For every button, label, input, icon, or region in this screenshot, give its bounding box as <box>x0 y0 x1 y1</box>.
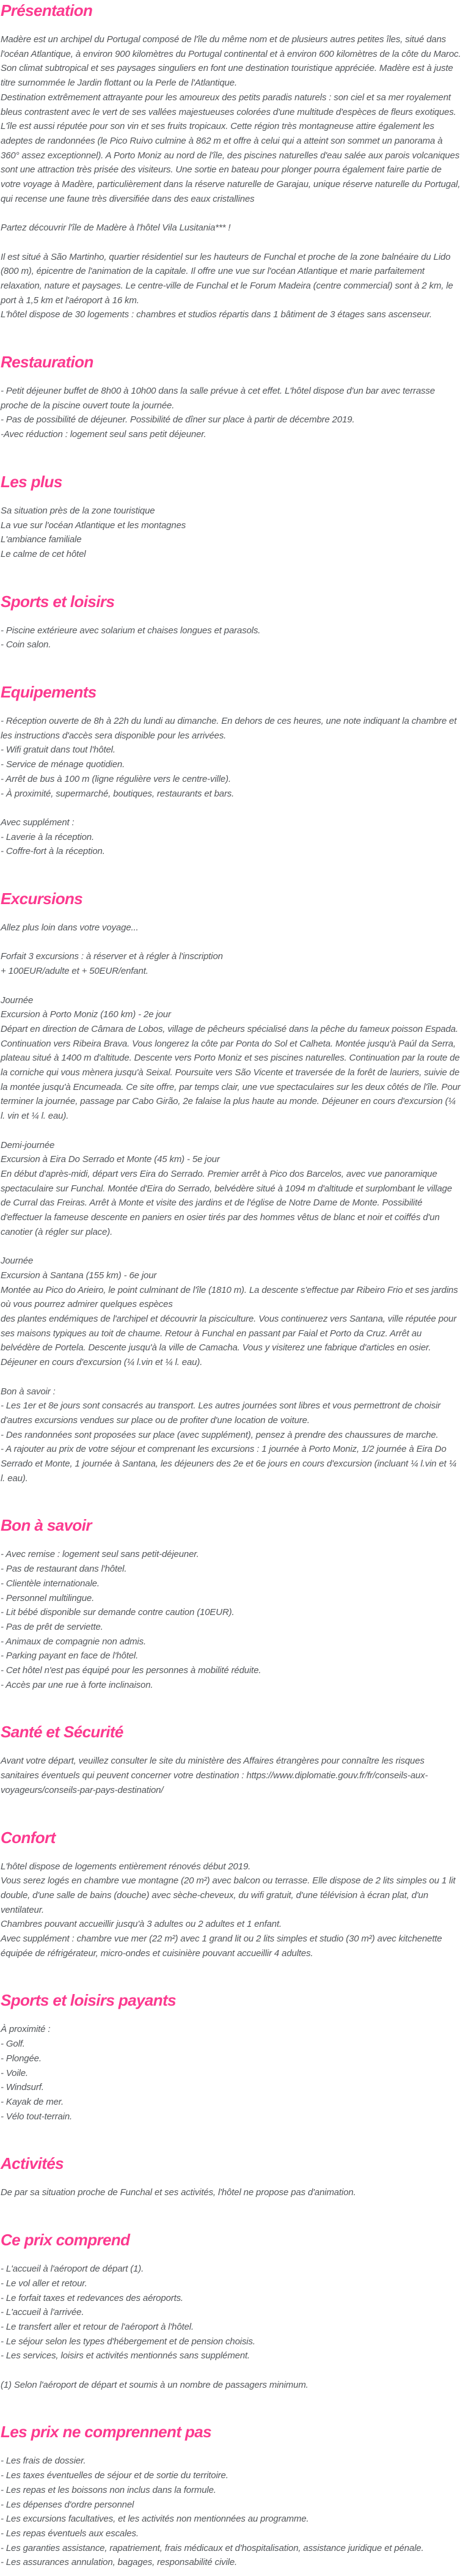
paragraph: Excursion à Santana (155 km) - 6e jour <box>1 1270 157 1281</box>
paragraph: Partez découvrir l'île de Madère à l'hôtel Vila Lusitania*** ! <box>1 223 231 234</box>
paragraph: Forfait 3 excursions : à réserver et à régler à l'inscription <box>1 951 223 962</box>
paragraph: - À proximité, supermarché, boutiques, restaurants et bars. <box>1 788 235 799</box>
paragraph: - Avec remise : logement seul sans petit-déjeuner. <box>1 1549 199 1560</box>
paragraph: - Le forfait taxes et redevances des aéroports. <box>1 2292 183 2303</box>
paragraph: Demi-journée <box>1 1139 55 1150</box>
paragraph: Destination extrêmement attrayante pour les amoureux des petits paradis naturels : son ciel et sa mer royalement bleus contrastent avec le vert de ses vallées majestueuses colorées d'une multitude d'espèces de fleurs exotiques. L'île est aussi réputée pour son vin et ses fruits tropicaux. Cette région très montagneuse attire également les adeptes de randonnées (le Pico Ruivo culmine à 862 m et offre à celui qui a atteint son sommet un panorama à 360° assez exceptionnel). A Porto Moniz au nord de l'île, des piscines naturelles d'eau salée aux parois volcaniques sont une attraction très prisée des visiteurs. Une sortie en bateau pour plonger pourra également faire partie de votre voyage à Madère, particulièrement dans la réserve naturelle de Garajau, unique réserve naturelle du Portugal, qui recense une faune très diversifiée dans des eaux cristallines <box>1 92 461 204</box>
section-les-prix-ne-comprennent-pas <box>1 2423 462 2570</box>
section-title-confort: Confort <box>1 1828 56 1847</box>
paragraph: Le calme de cet hôtel <box>1 548 86 559</box>
paragraph: La vue sur l'océan Atlantique et les montagnes <box>1 520 186 531</box>
paragraph: Bon à savoir : <box>1 1386 56 1397</box>
paragraph: - Clientèle internationale. <box>1 1578 100 1589</box>
paragraph: - L'accueil à l'aéroport de départ (1). <box>1 2264 144 2275</box>
paragraph: - Le transfert aller et retour de l'aéroport à l'hôtel. <box>1 2321 194 2332</box>
paragraph: Excursion à Eira Do Serrado et Monte (45 km) - 5e jour <box>1 1154 220 1165</box>
paragraph: des plantes endémiques de l'archipel et découvrir la pisciculture. Vous continuerez vers Santana, ville réputée pour ses maisons typiques au toit de chaume. Retour à Funchal en passant par Faial et Porto da Cruz. Arrêt au belvédère de Portela. Descente jusqu'à la ville de Camacha. Vous y visiterez une fabrique d'articles en osier. Déjeuner en cours d'excursion (¼ l.vin et ¼ l. eau). <box>1 1314 457 1368</box>
section-confort <box>1 1828 462 1961</box>
section-title-activites: Activités <box>1 2154 64 2173</box>
paragraph: - Pas de restaurant dans l'hôtel. <box>1 1564 127 1575</box>
paragraph: - Coffre-fort à la réception. <box>1 846 105 857</box>
paragraph: - Pas de possibilité de déjeuner. Possibilité de dîner sur place à partir de décembre 2019. <box>1 414 355 425</box>
paragraph: - A rajouter au prix de votre séjour et comprenant les excursions : 1 journée à Porto Moniz, 1/2 journée à Eira Do Serrado et Monte, 1 journée à Santana, les déjeuners des 2e et 6e jours en cours d'excursion (incluant ¼ l.vin et ¼ l. eau). <box>1 1444 457 1484</box>
paragraph: Avec supplément : chambre vue mer (22 m²) avec 1 grand lit ou 2 lits simples et studio (30 m²) avec kitchenette équipée de réfrigérateur, micro-ondes et cuisinière pouvant accueillir 4 adultes. <box>1 1934 442 1959</box>
section-restauration <box>1 353 462 442</box>
paragraph: - Les repas éventuels aux escales. <box>1 2528 139 2539</box>
paragraph: L'hôtel dispose de 30 logements : chambres et studios répartis dans 1 bâtiment de 3 étages sans ascenseur. <box>1 309 432 320</box>
section-title-sante-et-securite: Santé et Sécurité <box>1 1723 123 1742</box>
paragraph: - Personnel multilingue. <box>1 1592 95 1603</box>
paragraph: En début d'après-midi, départ vers Eira do Serrado. Premier arrêt à Pico dos Barcelos, avec vue panoramique spectaculaire sur Funchal. Montée d'Eira do Serrado, belvédère situé à 1094 m d'altitude et surplombant le village de Curral das Freiras. Arrêt à Monte et visite des jardins et de l'église de Notre Dame de Monte. Possibilité d'effectuer la fameuse descente en paniers en osier tirés par des hommes vêtus de blanc et noir et coiffés d'un canotier (à régler sur place). <box>1 1168 453 1237</box>
paragraph: - Laverie à la réception. <box>1 831 95 842</box>
paragraph: - Golf. <box>1 2039 25 2050</box>
section-title-restauration: Restauration <box>1 353 93 372</box>
paragraph: - Réception ouverte de 8h à 22h du lundi au dimanche. En dehors de ces heures, une note indiquant la chambre et les instructions d'accès sera disponible pour les arrivées. <box>1 716 457 741</box>
paragraph: Départ en direction de Câmara de Lobos, village de pêcheurs spécialisé dans la pêche du fameux poisson Espada. Continuation vers Ribeira Brava. Vous longerez la côte par Ponta do Sol et Calheta. Montée jusqu'à Paúl da Serra, plateau situé à 1400 m d'altitude. Descente vers Porto Moniz et ses piscines naturelles. Continuation par la route de la corniche qui vous mènera jusqu'à Seixal. Poursuite vers São Vicente et traversée de la forêt de lauriers, suivie de la montée jusqu'à Encumeada. Ce site offre, par temps clair, une vue spectaculaires sur les deux côtés de l'île. Pour terminer la journée, passage par Cabo Girão, 2e falaise la plus haute au monde. Déjeuner en cours d'excursion (¼ l. vin et ¼ l. eau). <box>1 1023 461 1122</box>
paragraph: - Voile. <box>1 2067 28 2078</box>
blank-line <box>1 979 462 993</box>
paragraph: -Avec réduction : logement seul sans petit déjeuner. <box>1 429 206 440</box>
blank-line <box>1 235 462 250</box>
paragraph: - Cet hôtel n'est pas équipé pour les personnes à mobilité réduite. <box>1 1665 261 1676</box>
paragraph: - Les 1er et 8e jours sont consacrés au transport. Les autres journées sont libres et vous permettront de choisir d'autres excursions vendues sur place ou de profiter d'une location de voiture. <box>1 1400 441 1426</box>
paragraph: Montée au Pico do Arieiro, le point culminant de l'île (1810 m). La descente s'effectue par Ribeiro Frio et ses jardins où vous pourrez admirer quelques espèces <box>1 1284 458 1310</box>
section-title-presentation: Présentation <box>1 1 93 20</box>
section-bon-a-savoir <box>1 1516 462 1692</box>
paragraph: Il est situé à São Martinho, quartier résidentiel sur les hauteurs de Funchal et proche de la zone balnéaire du Lido (800 m), épicentre de l'animation de la capitale. Il offre une vue sur l'océan Atlantique et marie parfaitement relaxation, nature et paysages. Le centre-ville de Funchal et le Forum Madeira (centre commercial) sont à 2 km, le port à 1,5 km et l'aéroport à 16 km. <box>1 251 453 306</box>
paragraph: Allez plus loin dans votre voyage... <box>1 922 139 933</box>
paragraph: - Les dépenses d'ordre personnel <box>1 2499 134 2510</box>
paragraph: (1) Selon l'aéroport de départ et soumis à un nombre de passagers minimum. <box>1 2379 308 2390</box>
section-title-sports-et-loisirs-payants: Sports et loisirs payants <box>1 1991 176 2010</box>
paragraph: - Le séjour selon les types d'hébergement et de pension choisis. <box>1 2336 255 2347</box>
paragraph: - Accès par une rue à forte inclinaison. <box>1 1679 153 1690</box>
paragraph: - Les services, loisirs et activités mentionnés sans supplément. <box>1 2350 250 2361</box>
section-presentation <box>1 1 462 322</box>
paragraph: - Service de ménage quotidien. <box>1 759 125 770</box>
blank-line <box>1 1370 462 1385</box>
section-title-ce-prix-comprend: Ce prix comprend <box>1 2231 130 2250</box>
paragraph: L'ambiance familiale <box>1 534 82 545</box>
paragraph: - Piscine extérieure avec solarium et chaises longues et parasols. <box>1 625 261 636</box>
section-title-les-prix-ne-comprennent-pas: Les prix ne comprennent pas <box>1 2423 212 2442</box>
paragraph: - Kayak de mer. <box>1 2097 64 2107</box>
paragraph: - Les assurances annulation, bagages, responsabilité civile. <box>1 2557 238 2568</box>
paragraph: Vous serez logés en chambre vue montagne (20 m²) avec balcon ou terrasse. Elle dispose de 2 lits simples ou 1 lit double, d'une salle de bains (douche) avec sèche-cheveux, du wifi gratuit, d'une télévision à écran plat, d'un ventilateur. <box>1 1875 456 1915</box>
paragraph: De par sa situation proche de Funchal et ses activités, l'hôtel ne propose pas d'animation. <box>1 2187 356 2198</box>
paragraph: Excursion à Porto Moniz (160 km) - 2e jour <box>1 1009 171 1020</box>
paragraph: Sa situation près de la zone touristique <box>1 505 155 516</box>
paragraph: - Les frais de dossier. <box>1 2456 86 2467</box>
paragraph: - Les repas et les boissons non inclus dans la formule. <box>1 2484 216 2495</box>
blank-line <box>1 1240 462 1254</box>
section-title-excursions: Excursions <box>1 889 83 908</box>
paragraph: À proximité : <box>1 2024 51 2035</box>
paragraph: - Wifi gratuit dans tout l'hôtel. <box>1 745 115 756</box>
section-title-les-plus: Les plus <box>1 472 62 491</box>
section-sports-et-loisirs <box>1 592 462 652</box>
blank-line <box>1 206 462 221</box>
section-sante-et-securite <box>1 1723 462 1797</box>
paragraph: - Lit bébé disponible sur demande contre caution (10EUR). <box>1 1607 235 1618</box>
blank-line <box>1 801 462 815</box>
paragraph: - Animaux de compagnie non admis. <box>1 1636 146 1647</box>
paragraph: Journée <box>1 1256 34 1267</box>
blank-line <box>1 1124 462 1138</box>
paragraph: + 100EUR/adulte et + 50EUR/enfant. <box>1 966 148 977</box>
paragraph: - Coin salon. <box>1 639 51 650</box>
section-sports-et-loisirs-payants <box>1 1991 462 2124</box>
paragraph: - Pas de prêt de serviette. <box>1 1621 103 1632</box>
paragraph: - Le vol aller et retour. <box>1 2278 87 2289</box>
section-ce-prix-comprend <box>1 2231 462 2392</box>
section-title-sports-et-loisirs: Sports et loisirs <box>1 592 115 611</box>
paragraph: - Des randonnées sont proposées sur place (avec supplément), pensez à prendre des chaussures de marche. <box>1 1429 439 1440</box>
blank-line <box>1 935 462 950</box>
section-title-equipements: Equipements <box>1 683 97 702</box>
blank-line <box>1 2363 462 2378</box>
paragraph: - Vélo tout-terrain. <box>1 2111 73 2122</box>
section-excursions <box>1 889 462 1485</box>
section-activites <box>1 2154 462 2200</box>
section-les-plus <box>1 473 462 562</box>
paragraph: - Les taxes éventuelles de séjour et de sortie du territoire. <box>1 2470 228 2481</box>
paragraph: Journée <box>1 995 34 1006</box>
paragraph: L'hôtel dispose de logements entièrement rénovés début 2019. <box>1 1861 251 1872</box>
paragraph: - L'accueil à l'arrivée. <box>1 2307 84 2318</box>
section-title-bon-a-savoir: Bon à savoir <box>1 1516 92 1535</box>
paragraph: - Les excursions facultatives, et les activités non mentionnées au programme. <box>1 2514 309 2525</box>
paragraph: Avec supplément : <box>1 817 75 828</box>
paragraph: - Les garanties assistance, rapatriement, frais médicaux et d'hospitalisation, assistance juridique et pénale. <box>1 2542 424 2553</box>
paragraph: - Petit déjeuner buffet de 8h00 à 10h00 dans la salle prévue à cet effet. L'hôtel dispose d'un bar avec terrasse proche de la piscine ouvert toute la journée. <box>1 386 436 411</box>
paragraph: - Arrêt de bus à 100 m (ligne régulière vers le centre-ville). <box>1 773 231 784</box>
paragraph: Chambres pouvant accueillir jusqu'à 3 adultes ou 2 adultes et 1 enfant. <box>1 1919 282 1930</box>
paragraph: - Parking payant en face de l'hôtel. <box>1 1650 139 1662</box>
paragraph: Madère est un archipel du Portugal composé de l'île du même nom et de plusieurs autres petites îles, situé dans l'océan Atlantique, à environ 900 kilomètres du Portugal continental et à environ 600 kilomètres de la côte du Maroc. Son climat subtropical et ses paysages singuliers en font une destination touristique appréciée. Madère est à juste titre surnommée le Jardin flottant ou la Perle de l'Atlantique. <box>1 34 461 89</box>
section-equipements <box>1 683 462 859</box>
paragraph: - Windsurf. <box>1 2082 44 2093</box>
paragraph: Avant votre départ, veuillez consulter le site du ministère des Affaires étrangères pour connaître les risques sanitaires éventuels qui peuvent concerner votre destination : https://www.diplomatie.gouv.fr/fr/conseils-aux-voyageurs/conseils-par-pays-destination/ <box>1 1756 428 1795</box>
paragraph: - Plongée. <box>1 2053 42 2064</box>
